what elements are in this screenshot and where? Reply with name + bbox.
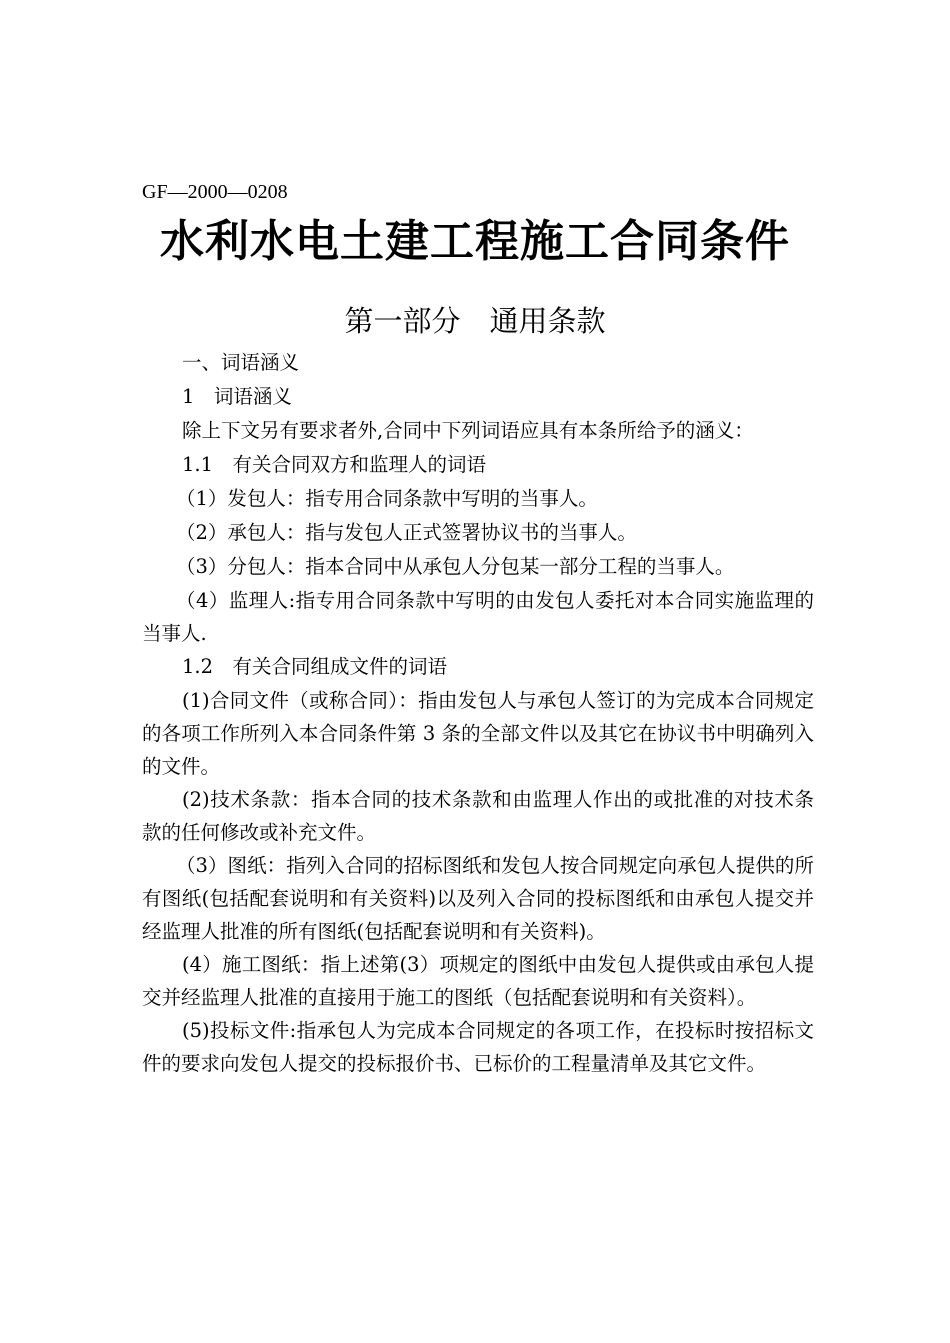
definition-item: （3）图纸：指列入合同的招标图纸和发包人按合同规定向承包人提供的所有图纸(包括配套说明和有关资料)以及列入合同的投标图纸和由承包人提交并经监理人批准的所有图纸(包括配套说明和有关资料)。 bbox=[142, 854, 814, 943]
definition-item: (5)投标文件:指承包人为完成本合同规定的各项工作，在投标时按招标文件的要求向发包人提交的投标报价书、已标价的工程量清单及其它文件。 bbox=[142, 1019, 814, 1075]
part-title: 第一部分 通用条款 bbox=[344, 304, 606, 338]
definition-item: （3）分包人：指本合同中从承包人分包某一部分工程的当事人。 bbox=[176, 555, 735, 578]
definition-item: （1）发包人：指专用合同条款中写明的当事人。 bbox=[176, 487, 598, 510]
document-title: 水利水电土建工程施工合同条件 bbox=[160, 216, 790, 267]
subclause-heading: 1.2 有关合同组成文件的词语 bbox=[182, 655, 448, 678]
section-heading: 一、词语涵义 bbox=[182, 351, 300, 374]
subclause-heading: 1.1 有关合同双方和监理人的词语 bbox=[182, 453, 487, 476]
clause-heading: 1 词语涵义 bbox=[182, 385, 292, 408]
document-body bbox=[142, 346, 814, 1080]
definition-item: (2)技术条款：指本合同的技术条款和由监理人作出的或批准的对技术条款的任何修改或补充文件。 bbox=[142, 788, 814, 844]
definition-item: (4）施工图纸：指上述第(3）项规定的图纸中由发包人提供或由承包人提交并经监理人批准的直接用于施工的图纸（包括配套说明和有关资料）。 bbox=[142, 953, 814, 1009]
intro-paragraph: 除上下文另有要求者外,合同中下列词语应具有本条所给予的涵义： bbox=[182, 419, 754, 442]
definition-item: （4）监理人:指专用合同条款中写明的由发包人委托对本合同实施监理的当事人. bbox=[142, 589, 814, 645]
definition-item: (1)合同文件（或称合同）：指由发包人与承包人签订的为完成本合同规定的各项工作所列入本合同条件第 3 条的全部文件以及其它在协议书中明确列入的文件。 bbox=[142, 689, 814, 778]
document-code: GF—2000—0208 bbox=[142, 181, 288, 203]
definition-item: （2）承包人：指与发包人正式签署协议书的当事人。 bbox=[176, 521, 637, 544]
